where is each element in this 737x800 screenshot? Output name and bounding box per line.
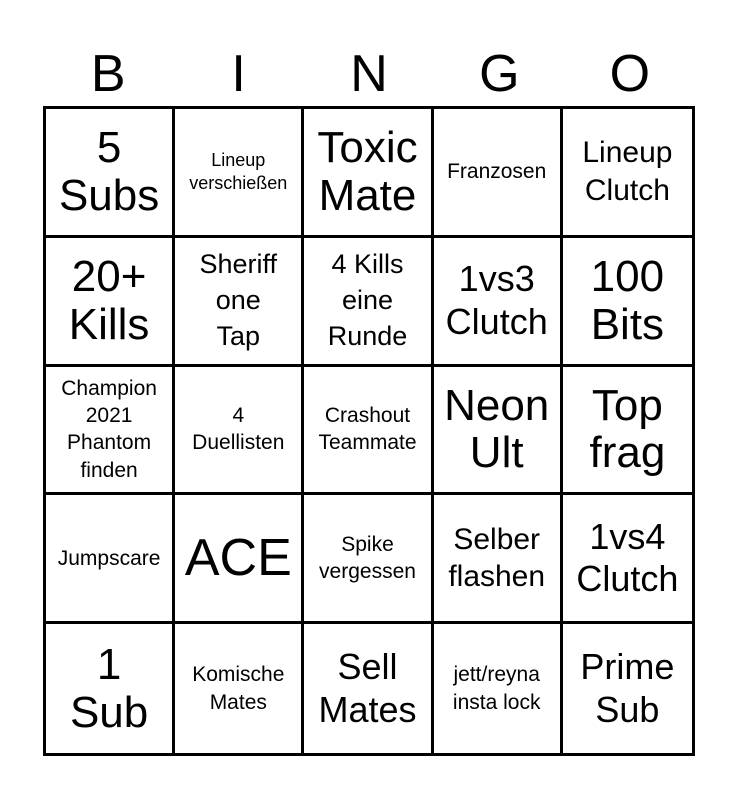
bingo-cell[interactable] — [304, 624, 433, 753]
cell-text: Champion 2021 Phantom finden — [61, 376, 157, 482]
header-letter-g: G — [479, 45, 520, 103]
cell-text: Spike vergessen — [319, 532, 416, 584]
cell-text: Sheriff one Tap — [199, 249, 278, 351]
bingo-cell[interactable] — [304, 238, 433, 367]
cell-text: 100 Bits — [590, 252, 665, 349]
bingo-cell[interactable] — [175, 109, 304, 238]
cell-text: Jumpscare — [57, 546, 161, 570]
cell-text: 1 Sub — [69, 640, 149, 737]
header-letter-b: B — [90, 45, 126, 103]
cell-text: Neon Ult — [444, 380, 550, 478]
cell-text: Toxic Mate — [317, 123, 418, 220]
cell-text: jett/reyna insta lock — [452, 663, 541, 714]
cell-text: Lineup verschießen — [189, 149, 288, 193]
bingo-cell[interactable] — [563, 367, 692, 496]
cell-text: 5 Subs — [58, 123, 160, 220]
bingo-cell[interactable] — [304, 367, 433, 496]
cell-text: Selber flashen — [448, 522, 546, 594]
cell-text: Prime Sub — [580, 646, 675, 730]
bingo-cell[interactable] — [46, 495, 175, 624]
cell-text: Franzosen — [447, 160, 547, 184]
bingo-cell[interactable] — [46, 624, 175, 753]
cell-text: Lineup Clutch — [582, 136, 673, 207]
cell-text: Crashout Teammate — [318, 404, 417, 455]
bingo-cell[interactable] — [434, 367, 563, 496]
bingo-cell[interactable] — [563, 238, 692, 367]
bingo-cell[interactable] — [563, 495, 692, 624]
bingo-cell[interactable] — [434, 109, 563, 238]
bingo-cell[interactable] — [434, 495, 563, 624]
bingo-cell[interactable] — [434, 624, 563, 753]
cell-text: 1vs3 Clutch — [445, 258, 548, 342]
bingo-cell[interactable] — [175, 367, 304, 496]
bingo-cell[interactable] — [563, 109, 692, 238]
cell-text: Top frag — [589, 380, 666, 478]
bingo-cell[interactable] — [46, 238, 175, 367]
bingo-cell[interactable] — [46, 109, 175, 238]
cell-text: 20+ Kills — [68, 252, 150, 349]
bingo-header — [43, 44, 695, 104]
cell-text: 4 Duellisten — [192, 404, 285, 455]
bingo-cell[interactable] — [304, 495, 433, 624]
cell-text: 4 Kills eine Runde — [327, 249, 408, 351]
bingo-board — [43, 106, 695, 756]
bingo-cell[interactable] — [175, 624, 304, 753]
bingo-cell[interactable] — [304, 109, 433, 238]
header-letter-n: N — [350, 45, 388, 103]
cell-text: ACE — [184, 529, 292, 588]
bingo-cell[interactable] — [46, 367, 175, 496]
header-letter-o: O — [609, 45, 651, 103]
cell-text: Komische Mates — [192, 663, 285, 714]
bingo-cell[interactable] — [563, 624, 692, 753]
bingo-cell[interactable] — [175, 495, 304, 624]
bingo-cell[interactable] — [434, 238, 563, 367]
cell-text: 1vs4 Clutch — [576, 515, 679, 600]
cell-text: Sell Mates — [318, 646, 417, 730]
header-letter-i: I — [231, 45, 246, 103]
bingo-cell[interactable] — [175, 238, 304, 367]
